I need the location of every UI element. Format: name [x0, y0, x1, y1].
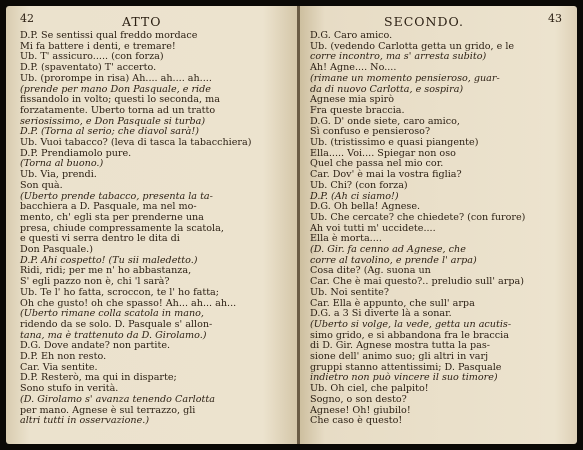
text-line: D.P. Se sentissi qual freddo mordace — [20, 30, 198, 41]
text-line: gruppi stanno attentissimi; D. Pasquale — [310, 361, 502, 373]
text-line: mento, ch' egli sta per prenderne una — [20, 211, 204, 223]
text-line: simo grido, e si abbandona fra le braccia — [310, 329, 509, 341]
text-line: Oh che gusto! oh che spasso! Ah... ah... ah... — [20, 297, 237, 309]
text-line: Che caso è questo! — [310, 415, 403, 427]
text-line: Quel che passa nel mio cor. — [310, 158, 444, 170]
text-line: Ub. Chi? (con forza) — [310, 179, 408, 191]
text-line: Ub. (tristissimo e quasi piangente) — [310, 137, 479, 148]
text-line: (prende per mano Don Pasquale, e ride — [20, 83, 211, 95]
text-line: D.G. Caro amico. — [310, 30, 393, 41]
text-line: di D. Gir. Agnese mostra tutta la pas- — [310, 340, 491, 352]
text-line: Agnese mia spirò — [310, 94, 395, 106]
text-line: ridendo da se solo. D. Pasquale s' allon- — [20, 318, 213, 330]
text-line: (D. Gir. fa cenno ad Agnese, che — [310, 244, 466, 255]
text-line: Car. Via sentite. — [20, 361, 98, 373]
text-line: corre incontro, ma s' arresta subito) — [310, 51, 487, 63]
text-line: seriosissimo, e Don Pasquale si turba) — [20, 115, 206, 127]
text-line: Mi fa battere i denti, e tremare! — [20, 40, 176, 52]
text-line: (Torna al buono.) — [20, 158, 104, 170]
text-line: (rimane un momento pensieroso, guar- — [310, 72, 500, 84]
text-line: Sogno, o son desto? — [310, 393, 407, 405]
text-line: D.G. Dove andate? non partite. — [20, 340, 171, 352]
text-line: Sono stufo in verità. — [20, 383, 119, 395]
right-page — [300, 6, 577, 444]
text-line: D.P. (Ah ci siamo!) — [310, 190, 399, 202]
text-line: Ub. Vuoi tabacco? (leva di tasca la tabacchiera) — [20, 137, 252, 148]
text-line: corre al tavolino, e prende l' arpa) — [310, 254, 477, 266]
text-line: presa, chiude compressamente la scatola, — [20, 222, 224, 234]
text-line: fissandolo in volto; questi lo seconda, ma — [20, 94, 220, 106]
text-line: Son quà. — [20, 179, 63, 191]
text-line: Car. Ella è appunto, che sull' arpa — [310, 297, 475, 309]
text-line: (Uberto prende tabacco, presenta la ta- — [20, 190, 213, 202]
text-line: D.P. Eh non resto. — [20, 351, 107, 362]
text-line: D.G. Oh bella! Agnese. — [310, 201, 421, 213]
text-line: Car. Dov' è mai la vostra figlia? — [310, 169, 462, 181]
text-line: D.G. a 3 Si diverte là a sonar. — [310, 308, 452, 320]
text-line: Ella è morta.... — [310, 233, 382, 245]
text-line: (Uberto si volge, la vede, getta un acutis- — [310, 318, 512, 330]
left-page — [6, 6, 298, 444]
text-line: Don Pasquale.) — [20, 244, 93, 255]
text-line: Ub. (vedendo Carlotta getta un grido, e le — [310, 40, 515, 52]
text-line: Cosa dite? (Ag. suona un — [310, 265, 431, 277]
text-line: altri tutti in osservazione.) — [20, 415, 150, 427]
text-line: D.P. Ahi cospetto! (Tu sii maledetto.) — [20, 254, 198, 266]
text-line: Ah! Agne.... No.... — [310, 62, 397, 74]
text-line: Sì confuso e pensieroso? — [310, 126, 431, 138]
text-line: indietro non può vincere il suo timore) — [310, 372, 498, 384]
text-line: Car. Che è mai questo?.. preludio sull' arpa) — [310, 276, 524, 288]
text-line: Ub. T' assicuro..... (con forza) — [20, 51, 164, 63]
text-line: Ah voi tutti m' uccidete.... — [310, 222, 436, 234]
text-line: Ub. Oh ciel, che palpito! — [310, 383, 429, 395]
text-line: forzatamente. Uberto torna ad un tratto — [20, 104, 216, 116]
page-number: 42 — [20, 12, 34, 25]
text-line: sione dell' animo suo; gli altri in varj — [310, 351, 489, 362]
text-line: D.P. (Torna al serio; che diavol sarà!) — [20, 126, 199, 138]
text-line: Ella..... Voi.... Spiegar non oso — [310, 147, 456, 159]
page-number: 43 — [548, 12, 562, 25]
text-line: S' egli pazzo non è, chi 'l sarà? — [20, 276, 170, 288]
text-line: bacchiera a D. Pasquale, ma nel mo- — [20, 201, 197, 213]
text-line: Ub. Via, prendi. — [20, 169, 97, 181]
text-line: Ub. (prorompe in risa) Ah.... ah.... ah.... — [20, 72, 212, 84]
text-line: per mano. Agnese è sul terrazzo, gli — [20, 404, 196, 416]
text-line: D.G. D' onde siete, caro amico, — [310, 115, 460, 127]
page-header: ATTO — [122, 14, 162, 29]
open-book — [6, 6, 577, 444]
text-line: (D. Girolamo s' avanza tenendo Carlotta — [20, 393, 215, 405]
text-line: Ub. Noi sentite? — [310, 286, 389, 298]
text-line: e questi vi serra dentro le dita di — [20, 233, 180, 245]
text-line: D.P. Resterò, ma qui in disparte; — [20, 372, 177, 384]
text-line: Ub. Che cercate? che chiedete? (con furore) — [310, 211, 526, 223]
text-line: Ridi, ridi; per me n' ho abbastanza, — [20, 265, 192, 277]
text-line: D.P. (spaventato) T' accerto. — [20, 62, 157, 74]
text-line: Ub. Te l' ho fatta, scroccon, te l' ho fatta; — [20, 286, 219, 298]
text-line: Agnese! Oh! giubilo! — [310, 404, 411, 416]
text-line: (Uberto rimane colla scatola in mano, — [20, 308, 204, 320]
text-line: tana, ma è trattenuto da D. Girolamo.) — [20, 329, 207, 341]
text-line: Fra queste braccia. — [310, 104, 405, 116]
text-line: D.P. Prendiamolo pure. — [20, 147, 132, 159]
text-line: da di nuovo Carlotta, e sospira) — [310, 83, 464, 95]
page-header: SECONDO. — [384, 14, 464, 29]
